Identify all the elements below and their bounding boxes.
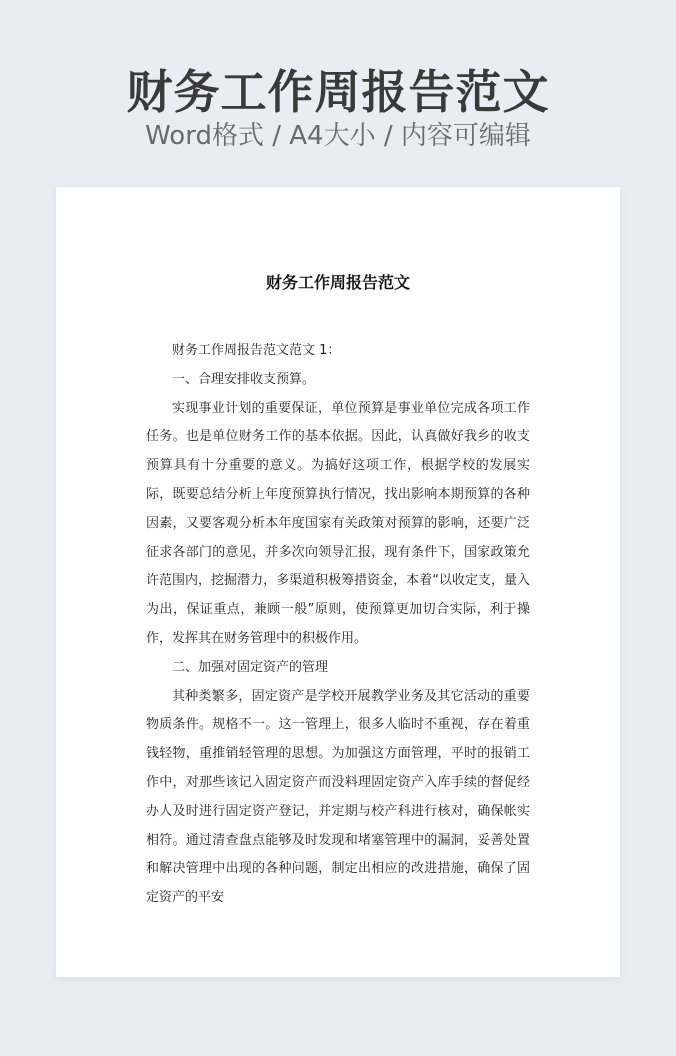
document-body xyxy=(146,337,530,913)
paragraph-intro: 财务工作周报告范文范文 1： xyxy=(172,343,341,358)
banner-subtitle: Word格式 / A4大小 / 内容可编辑 xyxy=(145,121,531,151)
paragraph-budget: 实现事业计划的重要保证，单位预算是事业单位完成各项工作任务。也是单位财务工作的基本依据。因此，认真做好我乡的收支预算具有十分重要的意义。为搞好这项工作，根据学校的发展实际，既要总结分析上年度预算执行情况，找出影响本期预算的各种因素，又要客观分析本年度国家有关政策对预算的影响，还要广泛征求各部门的意见，并多次向领导汇报，现有条件下，国家政策允许范围内，挖掘潜力，多渠道积极筹措资金，本着“以收定支，量入为出，保证重点，兼顾一般”原则，使预算更加切合实际，利于操作，发挥其在财务管理中的积极作用。 xyxy=(146,400,530,646)
paragraph-fixed-assets: 其种类繁多，固定资产是学校开展教学业务及其它活动的重要物质条件。规格不一。这一管理上，很多人临时不重视，存在着重钱轻物，重推销轻管理的思想。为加强这方面管理，平时的报销工作中，对那些该记入固定资产而没料理固定资产入库手续的督促经办人及时进行固定资产登记，并定期与校产科进行核对，确保帐实相符。通过清查盘点能够及时发现和堵塞管理中的漏洞，妥善处置和解决管理中出现的各种问题，制定出相应的改进措施，确保了固定资产的平安 xyxy=(146,688,530,906)
section-heading-2: 二、加强对固定资产的管理 xyxy=(172,659,329,675)
document-page xyxy=(56,187,620,977)
section-heading-1: 一、合理安排收支预算。 xyxy=(172,371,316,387)
document-title: 财务工作周报告范文 xyxy=(265,273,410,292)
banner-title: 财务工作周报告范文 xyxy=(126,65,550,119)
